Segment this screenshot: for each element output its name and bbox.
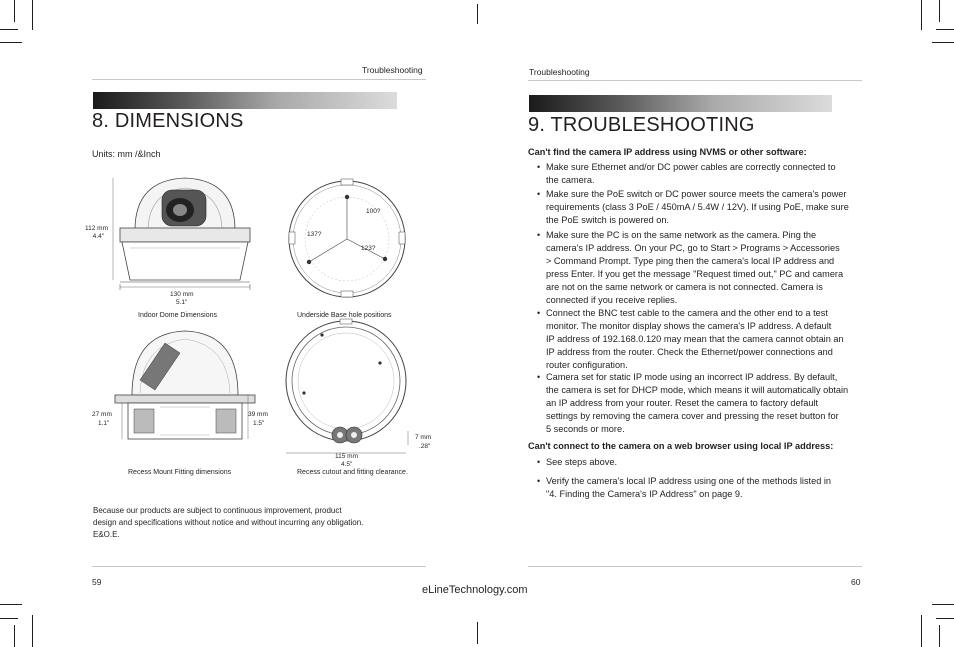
- list-item-line: See steps above.: [546, 457, 617, 467]
- disclaimer-line: design and specifications without notice and without incurring any obligation.: [93, 518, 364, 527]
- dim-right-in: 1.5": [253, 420, 265, 427]
- page-title-dimensions: 8. DIMENSIONS: [92, 110, 244, 132]
- figure-caption-underside-base: Underside Base hole positions: [297, 312, 392, 319]
- crop-mark: [477, 4, 478, 24]
- list-item-line: settings by removing the camera cover and pressing the reset button for: [546, 410, 839, 421]
- bullet-icon: •: [537, 230, 541, 240]
- list-item: [546, 307, 866, 372]
- dim-cutout-width-mm: 115 mm: [335, 453, 358, 460]
- list-item-line: Make sure Ethernet and/or DC power cables are correctly connected to: [546, 162, 836, 172]
- left-title-bar: [93, 92, 397, 109]
- crop-mark: [939, 0, 940, 22]
- list-item-line: > Command Prompt. Type ping then the camera's local IP address and: [546, 255, 835, 266]
- crop-mark: [932, 42, 954, 43]
- list-item-line: the PoE switch is powered on.: [546, 214, 670, 225]
- list-item-line: "4. Finding the Camera's IP Address" on page 9.: [546, 488, 743, 499]
- figure-caption-recess-cutout: Recess cutout and fitting clearance.: [297, 469, 408, 476]
- bullet-icon: •: [537, 372, 541, 382]
- disclaimer-line: Because our products are subject to continuous improvement, product: [93, 506, 342, 515]
- dim-right-mm: 39 mm: [248, 411, 268, 418]
- crop-mark: [939, 625, 940, 647]
- dim-width-in: 5.1": [176, 299, 188, 306]
- bullet-icon: •: [537, 189, 541, 199]
- list-item-line: camera's IP address. On your PC, go to Start > Programs > Accessories: [546, 242, 840, 253]
- section-heading-web-browser: Can't connect to the camera on a web browser using local IP address:: [528, 441, 834, 451]
- list-item-line: Make sure the PC is on the same network as the camera. Ping the: [546, 230, 817, 240]
- list-item-line: IP address of 192.168.0.120 may mean that the camera cannot obtain an: [546, 333, 844, 344]
- dim-left-mm: 27 mm: [92, 411, 112, 418]
- dim-depth-in: .28": [419, 443, 431, 450]
- left-running-header: Troubleshooting: [362, 65, 423, 75]
- disclaimer-line: E&O.E.: [93, 530, 120, 539]
- list-item: [546, 161, 866, 187]
- crop-mark: [14, 0, 15, 22]
- crop-mark: [0, 604, 22, 605]
- left-header-rule: [92, 79, 426, 80]
- bullet-icon: •: [537, 308, 541, 318]
- list-item-line: the camera.: [546, 174, 595, 185]
- bullet-icon: •: [537, 162, 541, 172]
- dim-left-in: 1.1": [98, 420, 110, 427]
- figure-caption-indoor-dome: Indoor Dome Dimensions: [138, 312, 217, 319]
- recess-cutout-drawing: [282, 315, 412, 465]
- list-item-line: press Enter. If you get the message "Request timed out," PC and camera: [546, 268, 844, 279]
- bullet-icon: •: [537, 457, 541, 467]
- list-item-line: Camera set for static IP mode using an incorrect IP address. By default,: [546, 372, 838, 382]
- figure-caption-recess-mount: Recess Mount Fitting dimensions: [128, 469, 232, 476]
- disclaimer-text: [93, 505, 433, 541]
- list-item-line: requirements (class 3 PoE / 450mA / 5.4W / 12V). If using PoE, make sure: [546, 201, 849, 212]
- crop-mark: [936, 618, 954, 619]
- footer-website: eLineTechnology.com: [422, 584, 528, 596]
- crop-mark: [921, 615, 922, 647]
- crop-mark: [14, 625, 15, 647]
- bullet-icon: •: [537, 476, 541, 486]
- section-heading-find-ip: Can't find the camera IP address using NVMS or other software:: [528, 147, 807, 157]
- crop-mark: [936, 29, 954, 30]
- dim-cutout-width-in: 4.5": [341, 461, 353, 468]
- right-running-header: Troubleshooting: [529, 67, 590, 77]
- angle-label-b: 137?: [307, 231, 322, 238]
- page-title-troubleshooting: 9. TROUBLESHOOTING: [528, 114, 755, 136]
- crop-mark: [0, 618, 18, 619]
- crop-mark: [32, 0, 33, 30]
- right-header-rule: [528, 80, 862, 81]
- crop-mark: [0, 42, 22, 43]
- crop-mark: [32, 615, 33, 647]
- list-item-line: Connect the BNC test cable to the camera and the other end to a test: [546, 308, 828, 318]
- angle-label-c: 123?: [361, 245, 376, 252]
- dim-height-mm: 112 mm: [85, 225, 108, 232]
- right-page-number: 60: [851, 577, 861, 587]
- crop-mark: [477, 622, 478, 644]
- list-item-line: are not on the same network or camera is not connected. Camera is: [546, 281, 823, 292]
- list-item-line: the camera is set for DHCP mode, which means it will automatically obtain: [546, 384, 849, 395]
- left-footer-rule: [92, 566, 426, 567]
- list-item-line: router configuration.: [546, 359, 628, 370]
- crop-mark: [921, 0, 922, 30]
- crop-mark: [932, 604, 954, 605]
- recess-mount-drawing: [110, 325, 260, 465]
- dim-height-in: 4.4": [92, 233, 104, 240]
- list-item-line: monitor. The monitor display shows the camera's IP address. A default: [546, 320, 832, 331]
- indoor-dome-drawing: [110, 170, 260, 305]
- dim-width-mm: 130 mm: [170, 291, 194, 298]
- list-item-line: an IP address from your router. Reset the camera to factory default: [546, 397, 819, 408]
- dim-depth-mm: 7 mm: [415, 434, 432, 441]
- right-title-bar: [529, 95, 832, 112]
- list-item: [546, 229, 866, 306]
- list-item: [546, 456, 866, 469]
- list-item: [546, 188, 866, 227]
- list-item-line: connected if you receive replies.: [546, 294, 678, 305]
- crop-mark: [0, 29, 18, 30]
- list-item-line: 5 seconds or more.: [546, 423, 625, 434]
- list-item-line: Make sure the PoE switch or DC power source meets the camera's power: [546, 189, 847, 199]
- list-item-line: IP address from the router. Check the Ethernet/power connections and: [546, 346, 833, 357]
- list-item-line: Verify the camera's local IP address using one of the methods listed in: [546, 476, 832, 486]
- underside-base-drawing: [285, 177, 410, 305]
- list-item: [546, 371, 866, 436]
- list-item: [546, 475, 866, 501]
- right-footer-rule: [528, 566, 862, 567]
- left-page-number: 59: [92, 577, 102, 587]
- angle-label-a: 100?: [366, 208, 381, 215]
- units-label: Units: mm /&Inch: [92, 149, 161, 159]
